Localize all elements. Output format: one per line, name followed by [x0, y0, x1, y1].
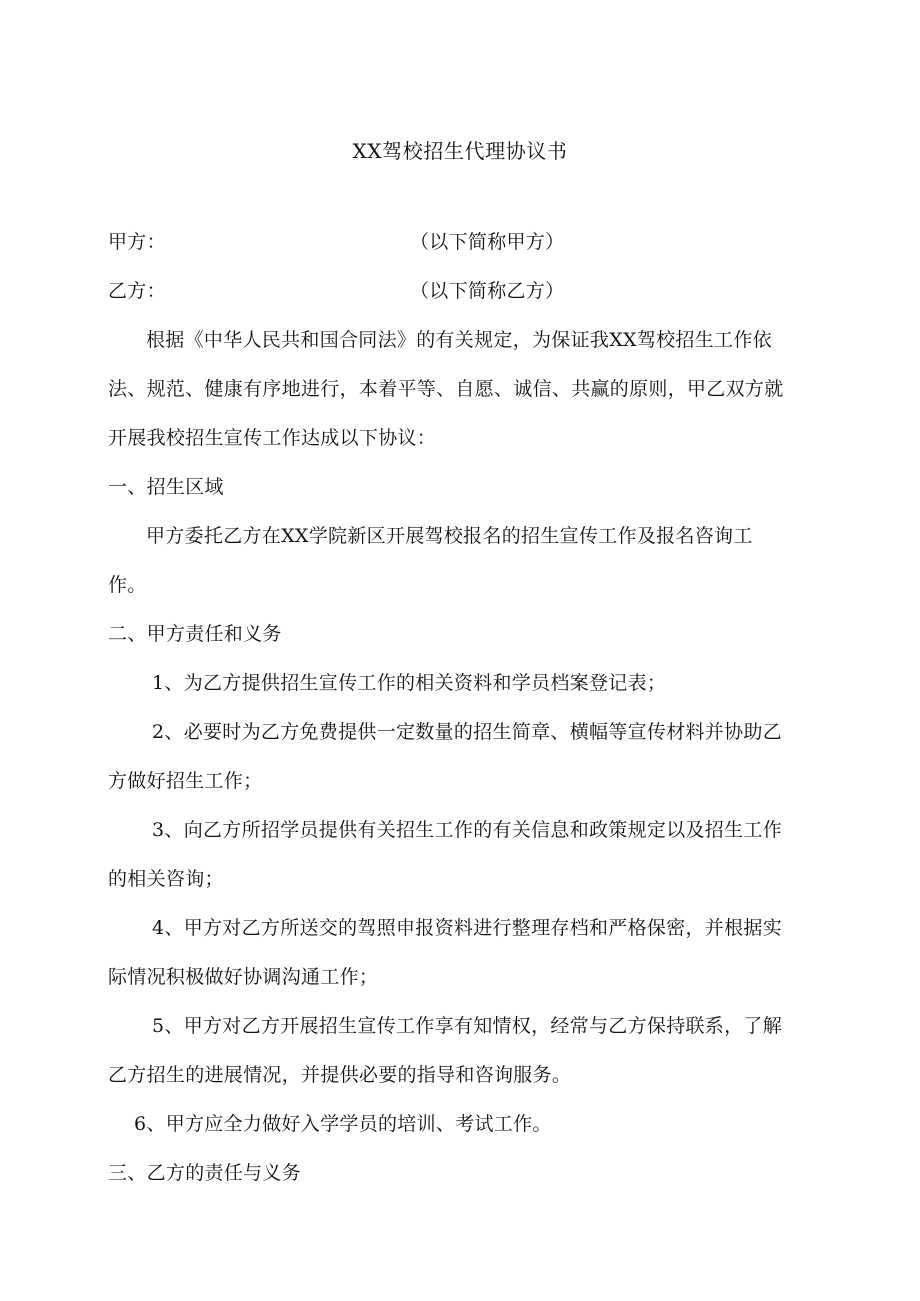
clause-item: 5、甲方对乙方开展招生宣传工作享有知情权，经常与乙方保持联系，了解: [152, 1015, 782, 1037]
clause-item: 6、甲方应全力做好入学学员的培训、考试工作。: [134, 1113, 552, 1135]
document-title: XX驾校招生代理协议书: [352, 139, 568, 163]
clause-item-continued: 际情况积极做好协调沟通工作；: [108, 966, 379, 988]
clause-item: 2、必要时为乙方免费提供一定数量的招生简章、横幅等宣传材料并协助乙: [152, 721, 782, 743]
section-heading: 一、招生区域: [108, 476, 224, 498]
party-b-label: 乙方：: [108, 280, 166, 302]
section-heading: 三、乙方的责任与义务: [108, 1162, 302, 1184]
preamble-line: 法、规范、健康有序地进行，本着平等、自愿、诚信、共赢的原则，甲乙双方就: [108, 378, 784, 400]
clause-item-continued: 方做好招生工作；: [108, 770, 263, 792]
party-b-note: （以下简称乙方）: [410, 280, 565, 302]
section-heading: 二、甲方责任和义务: [108, 623, 282, 645]
clause-item-continued: 乙方招生的进展情况，并提供必要的指导和咨询服务。: [108, 1064, 572, 1086]
party-a-note: （以下简称甲方）: [410, 231, 565, 253]
section-body-line: 作。: [108, 574, 147, 596]
preamble-line: 根据《中华人民共和国合同法》的有关规定，为保证我XX驾校招生工作依: [146, 329, 772, 351]
clause-item: 3、向乙方所招学员提供有关招生工作的有关信息和政策规定以及招生工作: [152, 819, 782, 841]
clause-item-continued: 的相关咨询；: [108, 868, 224, 890]
clause-item: 4、甲方对乙方所送交的驾照申报资料进行整理存档和严格保密，并根据实: [152, 917, 782, 939]
section-body-line: 甲方委托乙方在XX学院新区开展驾校报名的招生宣传工作及报名咨询工: [146, 525, 753, 547]
party-a-label: 甲方：: [108, 231, 166, 253]
clause-item: 1、为乙方提供招生宣传工作的相关资料和学员档案登记表；: [152, 672, 667, 694]
preamble-line: 开展我校招生宣传工作达成以下协议：: [108, 427, 437, 449]
